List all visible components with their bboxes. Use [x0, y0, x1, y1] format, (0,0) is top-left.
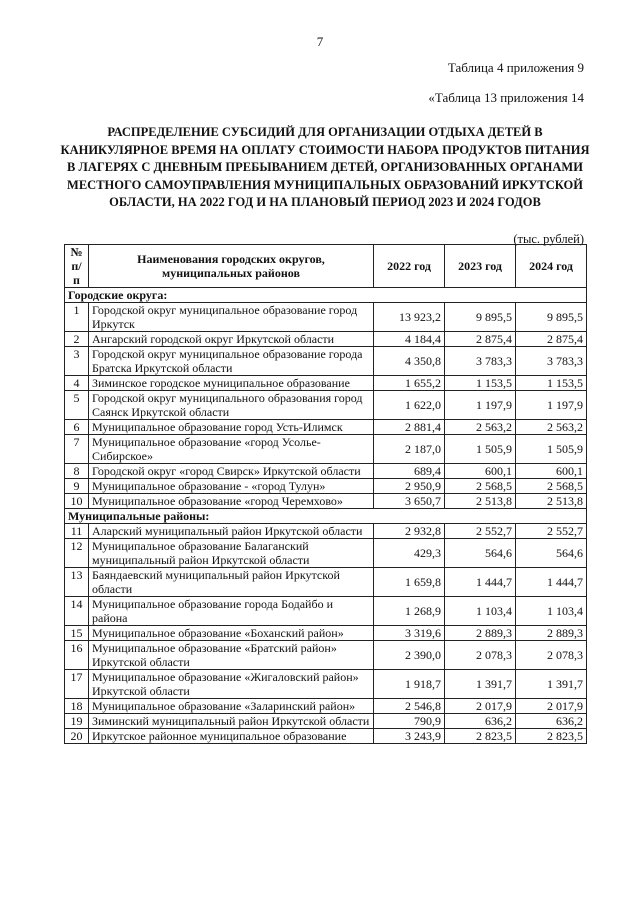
- value-2024: 2 568,5: [516, 479, 587, 494]
- table-row: [65, 494, 587, 509]
- row-name: Городской округ муниципальное образование город Иркутск: [89, 303, 374, 332]
- row-name: Муниципальное образование города Бодайбо и района: [89, 597, 374, 626]
- value-2022: 4 184,4: [374, 332, 445, 347]
- row-name: Муниципальное образование город Усть-Илимск: [89, 420, 374, 435]
- value-2022: 3 319,6: [374, 626, 445, 641]
- value-2023: 1 391,7: [445, 670, 516, 699]
- table-row: [65, 524, 587, 539]
- value-2024: 2 823,5: [516, 729, 587, 744]
- row-number: 8: [65, 464, 89, 479]
- table-row: [65, 479, 587, 494]
- row-number: 20: [65, 729, 89, 744]
- row-number: 7: [65, 435, 89, 464]
- table-row: [65, 347, 587, 376]
- row-name: Муниципальное образование «город Черемхово»: [89, 494, 374, 509]
- section-title: Городские округа:: [65, 288, 587, 303]
- table-row: [65, 626, 587, 641]
- value-2024: 2 513,8: [516, 494, 587, 509]
- row-name: Городской округ муниципального образования город Саянск Иркутской области: [89, 391, 374, 420]
- units-label: (тыс. рублей): [513, 232, 584, 246]
- row-name: Зиминский муниципальный район Иркутской области: [89, 714, 374, 729]
- table-row: [65, 714, 587, 729]
- row-number: 1: [65, 303, 89, 332]
- table-row: [65, 391, 587, 420]
- row-number: 2: [65, 332, 89, 347]
- value-2022: 3 650,7: [374, 494, 445, 509]
- table-row: [65, 568, 587, 597]
- annex-reference-2: «Таблица 13 приложения 14: [428, 90, 584, 105]
- value-2022: 3 243,9: [374, 729, 445, 744]
- value-2024: 2 078,3: [516, 641, 587, 670]
- value-2023: 2 017,9: [445, 699, 516, 714]
- value-2022: 2 950,9: [374, 479, 445, 494]
- row-number: 12: [65, 539, 89, 568]
- value-2022: 689,4: [374, 464, 445, 479]
- row-name: Зиминское городское муниципальное образование: [89, 376, 374, 391]
- row-name: Муниципальное образование - «город Тулун»: [89, 479, 374, 494]
- annex-reference-1: Таблица 4 приложения 9: [447, 60, 584, 75]
- row-number: 18: [65, 699, 89, 714]
- row-name: Муниципальное образование «Боханский район»: [89, 626, 374, 641]
- value-2024: 636,2: [516, 714, 587, 729]
- row-number: 9: [65, 479, 89, 494]
- row-name: Муниципальное образование «город Усолье-Сибирское»: [89, 435, 374, 464]
- value-2023: 564,6: [445, 539, 516, 568]
- row-number: 14: [65, 597, 89, 626]
- row-name: Иркутское районное муниципальное образование: [89, 729, 374, 744]
- value-2022: 790,9: [374, 714, 445, 729]
- value-2022: 1 918,7: [374, 670, 445, 699]
- value-2023: 1 444,7: [445, 568, 516, 597]
- value-2023: 1 197,9: [445, 391, 516, 420]
- row-name: Ангарский городской округ Иркутской области: [89, 332, 374, 347]
- row-name: Муниципальное образование «Братский район» Иркутской области: [89, 641, 374, 670]
- value-2024: 2 875,4: [516, 332, 587, 347]
- row-number: 5: [65, 391, 89, 420]
- value-2024: 9 895,5: [516, 303, 587, 332]
- value-2024: 2 017,9: [516, 699, 587, 714]
- table-row: [65, 597, 587, 626]
- row-number: 11: [65, 524, 89, 539]
- value-2023: 2 513,8: [445, 494, 516, 509]
- value-2024: 1 153,5: [516, 376, 587, 391]
- value-2024: 2 552,7: [516, 524, 587, 539]
- value-2023: 2 823,5: [445, 729, 516, 744]
- table-row: [65, 332, 587, 347]
- table-row: [65, 420, 587, 435]
- value-2023: 600,1: [445, 464, 516, 479]
- row-number: 19: [65, 714, 89, 729]
- value-2024: 600,1: [516, 464, 587, 479]
- row-name: Городской округ муниципальное образование города Братска Иркутской области: [89, 347, 374, 376]
- row-number: 6: [65, 420, 89, 435]
- row-number: 17: [65, 670, 89, 699]
- header-2023: 2023 год: [445, 245, 516, 288]
- value-2024: 2 889,3: [516, 626, 587, 641]
- value-2023: 2 875,4: [445, 332, 516, 347]
- section-title: Муниципальные районы:: [65, 509, 587, 524]
- row-number: 3: [65, 347, 89, 376]
- row-number: 15: [65, 626, 89, 641]
- value-2022: 2 546,8: [374, 699, 445, 714]
- value-2022: 1 622,0: [374, 391, 445, 420]
- page-number: 7: [316, 34, 324, 49]
- value-2022: 1 268,9: [374, 597, 445, 626]
- value-2022: 2 187,0: [374, 435, 445, 464]
- table-row: [65, 641, 587, 670]
- document-title: РАСПРЕДЕЛЕНИЕ СУБСИДИЙ ДЛЯ ОРГАНИЗАЦИИ ОТДЫХА ДЕТЕЙ В КАНИКУЛЯРНОЕ ВРЕМЯ НА ОПЛАТУ СТОИМОСТИ НАБОРА ПРОДУКТОВ ПИТАНИЯ В ЛАГЕРЯХ С ДНЕВНЫМ ПРЕБЫВАНИЕМ ДЕТЕЙ, ОРГАНИЗОВАННЫХ ОРГАНАМИ МЕСТНОГО САМОУПРАВЛЕНИЯ МУНИЦИПАЛЬНЫХ ОБРАЗОВАНИЙ ИРКУТСКОЙ ОБЛАСТИ, НА 2022 ГОД И НА ПЛАНОВЫЙ ПЕРИОД 2023 И 2024 ГОДОВ: [60, 125, 590, 209]
- value-2023: 2 568,5: [445, 479, 516, 494]
- value-2023: 2 563,2: [445, 420, 516, 435]
- table-row: [65, 376, 587, 391]
- value-2023: 636,2: [445, 714, 516, 729]
- table-header-row: [65, 245, 587, 288]
- table-row: [65, 464, 587, 479]
- value-2024: 1 444,7: [516, 568, 587, 597]
- value-2022: 4 350,8: [374, 347, 445, 376]
- row-name: Городской округ «город Свирск» Иркутской области: [89, 464, 374, 479]
- value-2023: 2 552,7: [445, 524, 516, 539]
- header-2022: 2022 год: [374, 245, 445, 288]
- table-body: [65, 288, 587, 744]
- table-row: [65, 670, 587, 699]
- value-2022: 429,3: [374, 539, 445, 568]
- row-number: 13: [65, 568, 89, 597]
- header-2024: 2024 год: [516, 245, 587, 288]
- value-2023: 3 783,3: [445, 347, 516, 376]
- value-2022: 2 881,4: [374, 420, 445, 435]
- row-number: 16: [65, 641, 89, 670]
- table-row: [65, 699, 587, 714]
- value-2024: 1 391,7: [516, 670, 587, 699]
- table-row: [65, 729, 587, 744]
- row-name: Аларский муниципальный район Иркутской области: [89, 524, 374, 539]
- value-2024: 1 103,4: [516, 597, 587, 626]
- value-2023: 1 153,5: [445, 376, 516, 391]
- subsidy-table: [64, 244, 587, 744]
- table-row: [65, 435, 587, 464]
- value-2022: 1 655,2: [374, 376, 445, 391]
- value-2024: 2 563,2: [516, 420, 587, 435]
- value-2023: 1 103,4: [445, 597, 516, 626]
- value-2022: 1 659,8: [374, 568, 445, 597]
- row-name: Муниципальное образование «Заларинский район»: [89, 699, 374, 714]
- row-name: Муниципальное образование Балаганский муниципальный район Иркутской области: [89, 539, 374, 568]
- value-2024: 1 197,9: [516, 391, 587, 420]
- value-2023: 2 078,3: [445, 641, 516, 670]
- section-row: [65, 509, 587, 524]
- table-row: [65, 303, 587, 332]
- value-2024: 1 505,9: [516, 435, 587, 464]
- value-2024: 564,6: [516, 539, 587, 568]
- value-2023: 9 895,5: [445, 303, 516, 332]
- table-row: [65, 539, 587, 568]
- row-name: Муниципальное образование «Жигаловский район» Иркутской области: [89, 670, 374, 699]
- value-2022: 13 923,2: [374, 303, 445, 332]
- row-number: 10: [65, 494, 89, 509]
- row-number: 4: [65, 376, 89, 391]
- value-2024: 3 783,3: [516, 347, 587, 376]
- value-2023: 1 505,9: [445, 435, 516, 464]
- value-2023: 2 889,3: [445, 626, 516, 641]
- value-2022: 2 932,8: [374, 524, 445, 539]
- header-name: Наименования городских округов, муниципальных районов: [89, 245, 374, 288]
- value-2022: 2 390,0: [374, 641, 445, 670]
- header-num: № п/п: [65, 245, 89, 288]
- row-name: Баяндаевский муниципальный район Иркутской области: [89, 568, 374, 597]
- section-row: [65, 288, 587, 303]
